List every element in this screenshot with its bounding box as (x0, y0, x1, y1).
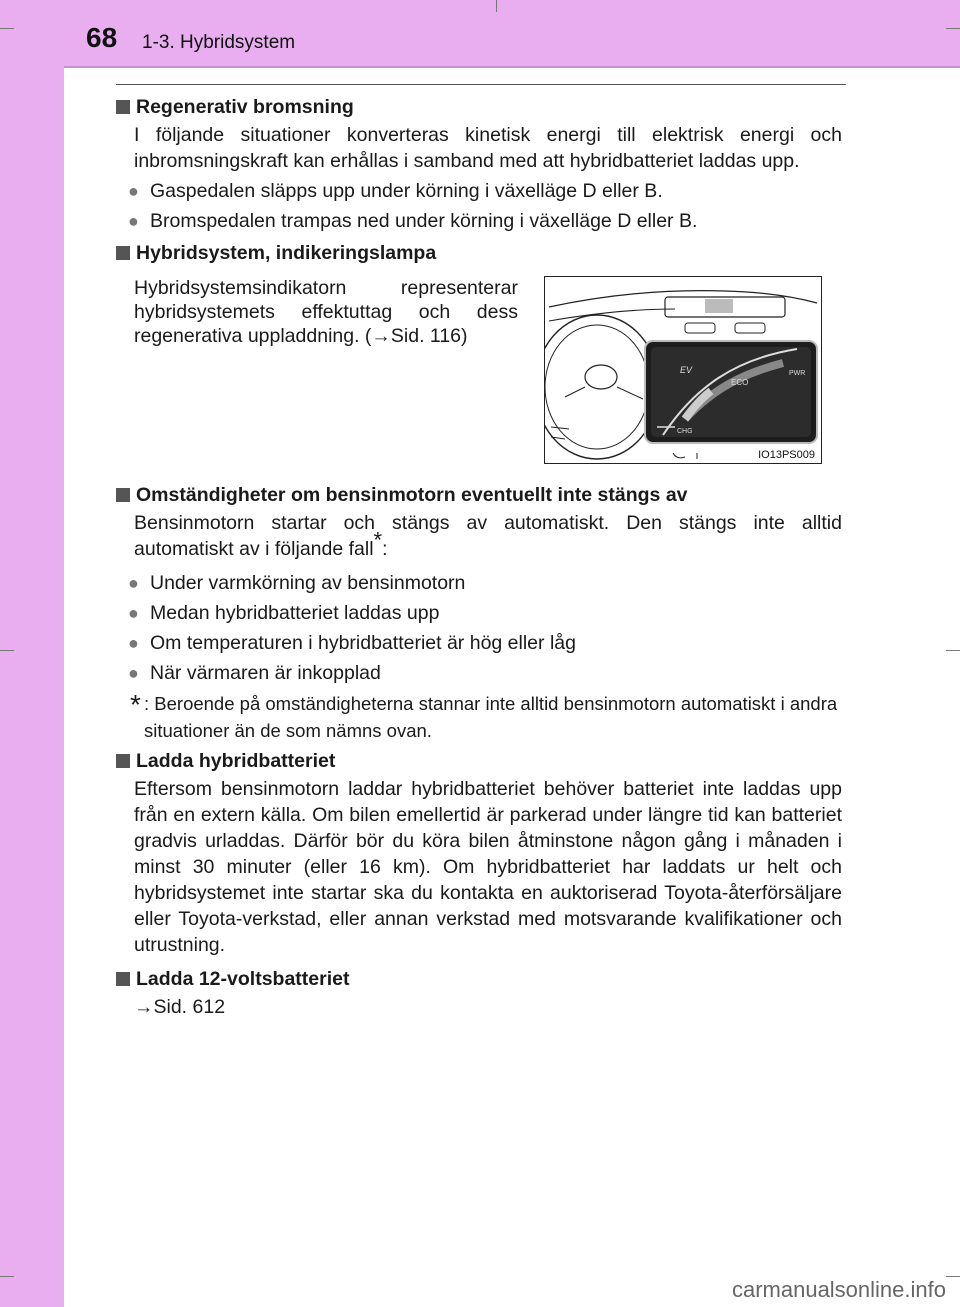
list-item: ● Medan hybridbatteriet laddas upp (128, 602, 440, 624)
section-title: 1-3. Hybridsystem (142, 32, 296, 53)
bullet-icon: ● (128, 181, 139, 201)
footnote-star: * (130, 689, 141, 720)
list-item: ● När värmaren är inkopplad (128, 662, 381, 684)
figure-code: IO13PS009 (758, 449, 815, 461)
crop-mark (496, 0, 497, 12)
heading-marker (116, 246, 130, 260)
crop-mark (946, 650, 960, 651)
indicator-description: Hybridsystemsindikatorn representerar hybridsystemets effektuttag och dess regenerativa uppladdning. (→Sid. 116) (134, 277, 518, 347)
crop-mark (0, 650, 14, 651)
section-text: I följande situationer konverteras kinetisk energi till elektrisk energi och inbromsningskraft kan erhållas i samband med att hybridbatteriet laddas upp. (134, 124, 842, 172)
watermark: carmanualsonline.info (731, 1277, 946, 1302)
section-engine-circumstances (112, 482, 842, 744)
heading-marker (116, 972, 130, 986)
list-item: ● Bromspedalen trampas ned under körning i växelläge D eller B. (128, 210, 698, 232)
chg-label: CHG (677, 428, 693, 435)
crop-mark (0, 1276, 14, 1277)
section-heading: Ladda 12-voltsbatteriet (136, 968, 350, 990)
list-item: ● Gaspedalen släpps upp under körning i växelläge D eller B. (128, 180, 663, 202)
pwr-label: PWR (789, 370, 806, 377)
bullet-icon: ● (128, 211, 139, 231)
dashboard-drawing (545, 277, 821, 463)
footnote: * : Beroende på omständigheterna stannar inte alltid bensinmotorn automatiskt i andra situationer än de som nämns ovan. (112, 690, 842, 744)
bullet-icon: ● (128, 663, 139, 683)
heading-marker (116, 100, 130, 114)
section-charge-hybrid-battery (112, 748, 842, 1020)
top-divider (116, 84, 846, 85)
section-heading: Hybridsystem, indikeringslampa (136, 242, 437, 264)
bullet-icon: ● (128, 633, 139, 653)
footnote-marker: * (373, 527, 383, 553)
list-item: ● Om temperaturen i hybridbatteriet är hög eller låg (128, 632, 576, 654)
eco-label: ECO (731, 378, 749, 387)
page-number: 68 (86, 22, 118, 53)
section-text: Bensinmotorn startar och stängs av automatiskt. Den stängs inte alltid automatiskt av i följande fall*: (134, 512, 842, 560)
crop-mark (0, 28, 14, 29)
crop-mark (946, 1276, 960, 1277)
section-heading: Omständigheter om bensinmotorn eventuellt inte stängs av (136, 484, 688, 506)
bullet-icon: ● (128, 573, 139, 593)
list-item: ● Under varmkörning av bensinmotorn (128, 572, 466, 594)
indicator-figure-block (134, 270, 824, 470)
header-rule (64, 66, 960, 68)
side-strip (0, 0, 64, 1307)
hybrid-indicator-illustration (544, 276, 822, 464)
ev-label: EV (680, 365, 693, 375)
bullet-icon: ● (128, 603, 139, 623)
section-regenerative-braking (112, 94, 842, 268)
heading-marker (116, 488, 130, 502)
page-reference-link[interactable]: →Sid. 612 (134, 996, 226, 1018)
crop-mark (946, 28, 960, 29)
heading-marker (116, 754, 130, 768)
section-text: Eftersom bensinmotorn laddar hybridbatteriet behöver batteriet inte laddas upp från en extern källa. Om bilen emellertid är parkerad under längre tid kan batteriet gradvis urladdas. Därför bör du köra bilen åtminstone någon gång i månaden i minst 30 minuter (eller 16 km). Om hybridbatteriet har laddats ur helt och hybridsystemet inte startar ska du kontakta en auktoriserad Toyota-återförsäljare eller Toyota-verkstad, eller annan verkstad med motsvarande kvalifikationer och utrustning. (134, 778, 842, 956)
section-heading: Ladda hybridbatteriet (136, 750, 336, 772)
section-heading: Regenerativ bromsning (136, 96, 354, 118)
